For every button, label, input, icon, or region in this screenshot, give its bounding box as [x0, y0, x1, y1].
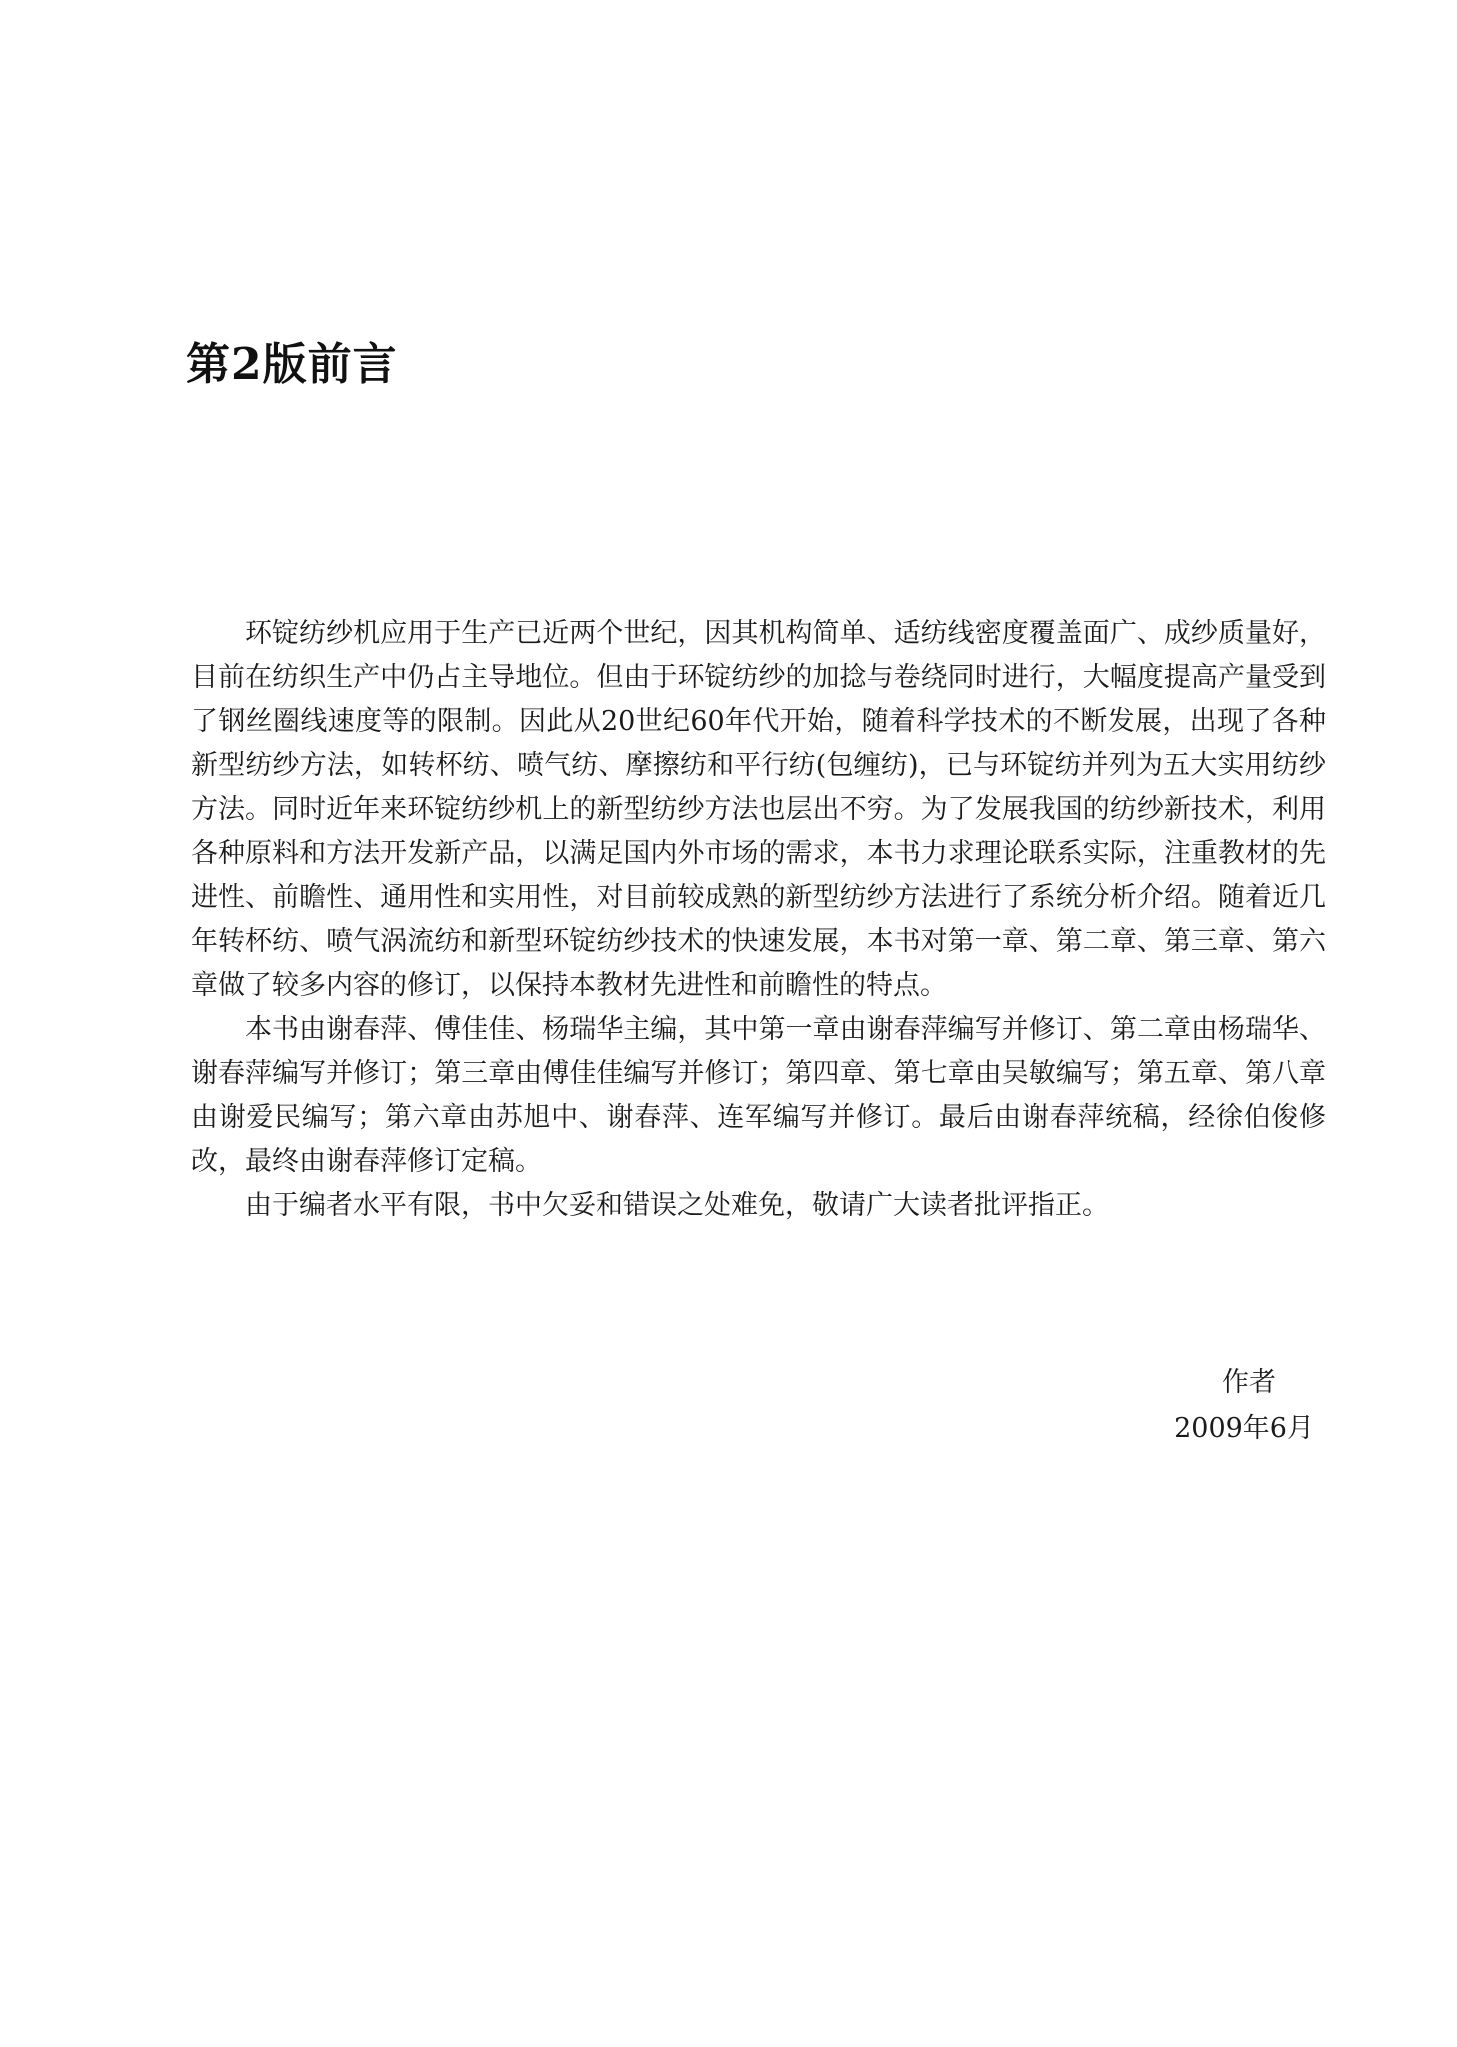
paragraph-2: 本书由谢春萍、傅佳佳、杨瑞华主编，其中第一章由谢春萍编写并修订、第二章由杨瑞华、谢春萍编写并修订；第三章由傅佳佳编写并修订；第四章、第七章由吴敏编写；第五章、第八章由谢爱民编写；第六章由苏旭中、谢春萍、连军编写并修订。最后由谢春萍统稿，经徐伯俊修改，最终由谢春萍修订定稿。	[191, 1014, 1326, 1177]
preface-title: 第2版前言	[186, 339, 398, 390]
signature-author: 作者	[1222, 1367, 1276, 1398]
paragraph-1: 环锭纺纱机应用于生产已近两个世纪，因其机构简单、适纺线密度覆盖面广、成纱质量好，目前在纺织生产中仍占主导地位。但由于环锭纺纱的加捻与卷绕同时进行，大幅度提高产量受到了钢丝圈线速度等的限制。因此从20世纪60年代开始，随着科学技术的不断发展，出现了各种新型纺纱方法，如转杯纺、喷气纺、摩擦纺和平行纺(包缠纺)，已与环锭纺并列为五大实用纺纱方法。同时近年来环锭纺纱机上的新型纺纱方法也层出不穷。为了发展我国的纺纱新技术，利用各种原料和方法开发新产品，以满足国内外市场的需求，本书力求理论联系实际，注重教材的先进性、前瞻性、通用性和实用性，对目前较成熟的新型纺纱方法进行了系统分析介绍。随着近几年转杯纺、喷气涡流纺和新型环锭纺纱技术的快速发展，本书对第一章、第二章、第三章、第六章做了较多内容的修订，以保持本教材先进性和前瞻性的特点。	[191, 618, 1326, 1001]
paragraph-3: 由于编者水平有限，书中欠妥和错误之处难免，敬请广大读者批评指正。	[245, 1190, 1109, 1221]
signature-block	[1020, 1360, 1320, 1452]
preface-body	[191, 612, 1326, 1228]
signature-date: 2009年6月	[1174, 1413, 1314, 1444]
